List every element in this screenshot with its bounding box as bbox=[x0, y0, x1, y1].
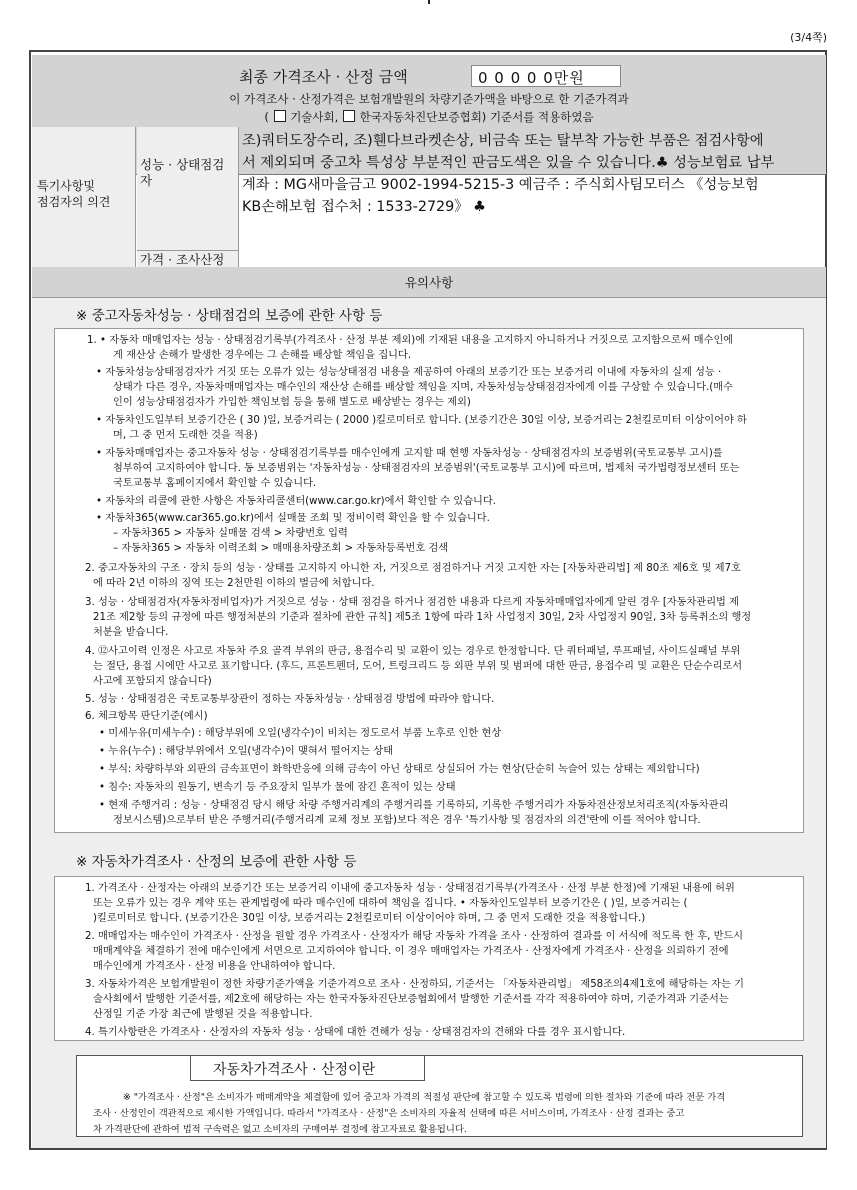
section1-line: • 자동차인도일부터 보증기간은 ( 30 )일, 보증거리는 ( 2000 )킬로미터로 합니다. (보증기간은 30일 이상, 보증거리는 2천킬로미터 이상이어야 하 bbox=[96, 415, 747, 426]
notice-area bbox=[32, 298, 826, 1148]
opinion-left-label bbox=[37, 178, 110, 210]
perf-text-line: 서 제외되며 중고차 특성상 부분적인 판금도색은 있을 수 있습니다.♣ 성능보험료 납부 bbox=[242, 155, 775, 171]
section1-line: 4. ⑫사고이력 인정은 사고로 자동차 주요 골격 부위의 판금, 용접수리 및 교환이 있는 경우로 한정합니다. 단 쿼터패널, 루프패널, 사이드실패널 부위 bbox=[85, 646, 741, 657]
section2-title: ※ 자동차가격조사 · 산정의 보증에 관한 사항 등 bbox=[76, 854, 357, 870]
option-diagnosis-assoc: 한국자동차진단보증협회) 기준서를 적용하였음 bbox=[359, 110, 594, 124]
perf-text-line: KB손해보험 접수처 : 1533-2729》 ♣ bbox=[242, 199, 486, 215]
open-paren: ( bbox=[264, 110, 269, 124]
section2-line: 술사회에서 발행한 기준서를, 제2호에 해당하는 자는 한국자동차진단보증협회에서 발행한 기준서를 각각 적용하여야 하며, 기준가격과 기준서는 bbox=[93, 994, 729, 1005]
opinion-left-cell bbox=[32, 127, 136, 282]
section2-box bbox=[54, 876, 804, 1041]
section1-line: • 누유(누수) : 해당부위에서 오일(냉각수)이 맺혀서 떨어지는 상태 bbox=[99, 746, 394, 757]
opinion-section bbox=[32, 127, 826, 282]
section1-line: • 자동차의 리콜에 관한 사항은 자동차리콜센터(www.car.go.kr)에서 확인할 수 있습니다. bbox=[96, 496, 496, 507]
section1-line: 게 재산상 손해가 발생한 경우에는 그 손해를 배상할 책임을 집니다. bbox=[113, 350, 412, 361]
section1-line: 처분을 받습니다. bbox=[93, 627, 169, 638]
perf-inspector-opinion bbox=[242, 130, 826, 218]
perf-label-line-2: 자 bbox=[140, 173, 153, 188]
section2-line: 매매계약을 체결하기 전에 매수인에게 서면으로 고지하여야 합니다. 이 경우 매매업자는 가격조사 · 산정자에게 가격조사 · 산정을 의뢰하기 전에 bbox=[93, 946, 729, 957]
section1-line: – 자동차365 > 자동차 실매물 검색 > 차량번호 입력 bbox=[113, 528, 348, 539]
section1-line: 인이 성능상태점검자가 가입한 책임보험 등을 통해 별도로 배상받는 경우는 제외) bbox=[113, 397, 471, 408]
section2-line: 4. 특기사항란은 가격조사 · 산정자의 자동차 성능 · 상태에 대한 견해가 성능 · 상태점검자의 견해와 다를 경우 표시합니다. bbox=[85, 1027, 626, 1038]
perf-text-line: 조)쿼터도장수리, 조)휀다브라켓손상, 비금속 또는 탈부착 가능한 부품은 점검사항에 bbox=[242, 133, 764, 149]
section2-line: )킬로미터로 합니다. (보증기간은 30일 이상, 보증거리는 2천킬로미터 이상이어야 하며, 그 중 먼저 도래한 것을 적용합니다.) bbox=[93, 913, 646, 924]
section1-line: 상태가 다른 경우, 자동차매매업자는 매수인의 재산상 손해를 배상할 책임을 지며, 자동차성능상태점검자에게 이를 구상할 수 있습니다.(매수 bbox=[113, 382, 733, 393]
perf-label-line-1: 성능 · 상태점검 bbox=[140, 157, 225, 172]
section2-line: 또는 오류가 있는 경우 계약 또는 관계법령에 따라 매수인에 대하여 책임을 집니다. • 자동차인도일부터 보증기간은 ( )일, 보증거리는 ( bbox=[93, 898, 688, 909]
section1-line: 1. • 자동차 매매업자는 성능 · 상태점검기록부(가격조사 · 산정 부분 제외)에 기재된 내용을 고지하지 아니하거나 거짓으로 고지함으로써 매수인에 bbox=[87, 335, 734, 346]
section1-line: 6. 체크항목 판단기준(예시) bbox=[85, 711, 208, 722]
final-line: 차 가격판단에 관하여 법적 구속력은 없고 소비자의 구매여부 결정에 참고자료로 활용됩니다. bbox=[93, 1124, 467, 1135]
section1-line: 며, 그 중 먼저 도래한 것을 적용) bbox=[113, 430, 258, 441]
opinion-left-line-2: 점검자의 의견 bbox=[37, 195, 111, 209]
section1-line: 정보시스템)으로부터 받은 주행거리(주행거리계 교체 정보 포함)보다 적은 경우 '특기사항 및 점검자의 의견'란에 이를 적어야 합니다. bbox=[113, 815, 701, 826]
section1-line: • 자동차매매업자는 중고자동차 성능 · 상태점검기록부를 매수인에게 고지할 때 현행 자동차성능 · 상태점검자의 보증범위(국토교통부 고시)를 bbox=[96, 448, 723, 459]
section1-line: 국토교통부 홈페이지에서 확인할 수 있습니다. bbox=[113, 478, 317, 489]
final-explanation-box bbox=[76, 1055, 803, 1137]
final-line: 조사 · 산정인이 객관적으로 제시한 가액입니다. 따라서 "가격조사 · 산정"은 소비자의 자율적 선택에 따른 서비스이며, 가격조사 · 산정 결과는 중고 bbox=[93, 1108, 685, 1119]
section1-line: • 침수: 자동차의 원동기, 변속기 등 주요장치 일부가 물에 잠긴 흔적이 있는 상태 bbox=[99, 782, 456, 793]
section1-line: 21조 제2항 등의 규정에 따른 행정처분의 기준과 절차에 관한 규칙] 제5조 1항에 따라 1차 사업정지 30일, 2차 사업정지 90일, 3차 등록취소의 행정 bbox=[93, 612, 752, 623]
section2-line: 3. 자동차가격은 보험개발원이 정한 차량기준가액을 기준가격으로 조사 · 산정하되, 기준서는 「자동차관리법」 제58조의4제1호에 해당하는 자는 기 bbox=[85, 979, 744, 990]
price-label-line-1: 가격 · 조사산정 bbox=[140, 252, 225, 267]
section1-line: 는 절단, 용접 시에만 사고로 표기합니다. (후드, 프론트펜더, 도어, 트렁크리드 등 외판 부위 및 범퍼에 대한 판금, 용접수리 및 교환은 단순수리로서 bbox=[93, 661, 743, 672]
notice-heading: 유의사항 bbox=[32, 267, 826, 298]
section1-line: 첨부하여 고지하여야 합니다. 동 보증범위는 '자동차성능 · 상태점검자의 보증범위'(국토교통부 고시)에 따르며, 법제처 국가법령정보센터 또는 bbox=[113, 463, 740, 474]
section1-line: • 자동차성능상태점검자가 거짓 또는 오류가 있는 성능상태점검 내용을 제공하여 아래의 보증기간 또는 보증거리 이내에 자동차의 실제 성능 · bbox=[96, 367, 722, 378]
section1-line: • 자동차365(www.car365.go.kr)에서 실매물 조회 및 정비이력 확인을 할 수 있습니다. bbox=[96, 513, 490, 524]
section1-line: • 미세누유(미세누수) : 해당부위에 오일(냉각수)이 비치는 정도로서 부품 노후로 인한 현상 bbox=[99, 728, 502, 739]
amount-value: 0 0 0 0 0 bbox=[478, 69, 554, 87]
section1-line: – 자동차365 > 자동차 이력조회 > 매매용차량조회 > 자동차등록번호 검색 bbox=[113, 543, 449, 554]
perf-text-line: 계좌 : MG새마을금고 9002-1994-5215-3 예금주 : 주식회사팀모터스 《성능보험 bbox=[242, 177, 759, 193]
opinion-left-line-1: 특기사항및 bbox=[37, 179, 95, 193]
section1-line: • 부식: 차량하부와 외판의 금속표면이 화학반응에 의해 금속이 아닌 상태로 상실되어 가는 현상(단순히 녹슬어 있는 상태는 제외합니다) bbox=[99, 764, 700, 775]
checkbox-diagnosis-assoc[interactable] bbox=[343, 110, 355, 122]
top-mark bbox=[428, 0, 430, 4]
header-line-1: 이 가격조사 · 산정가격은 보험개발원의 차량기준가액을 바탕으로 한 기준가격과 bbox=[229, 92, 629, 106]
checkbox-tech-society[interactable] bbox=[274, 110, 286, 122]
section1-line: • 현재 주행거리 : 성능 · 상태점검 당시 해당 차량 주행거리계의 주행거리를 기록하되, 기록한 주행거리가 자동차전산정보처리조직(자동차관리 bbox=[99, 800, 729, 811]
option-tech-society: 기술사회, bbox=[290, 110, 339, 124]
header-line-2 bbox=[32, 109, 826, 125]
section1-line: 사고에 포함되지 않습니다) bbox=[93, 676, 212, 687]
section1-box bbox=[54, 328, 804, 833]
header-title: 최종 가격조사 · 산정 금액 bbox=[239, 68, 408, 86]
final-title: 자동차가격조사 · 산정이란 bbox=[190, 1055, 425, 1081]
section1-line: 2. 중고자동차의 구조 · 장치 등의 성능 · 상태를 고지하지 아니한 자, 거짓으로 점검하거나 거짓 고지한 자는 [자동차관리법] 제 80조 제6호 및 제7호 bbox=[85, 563, 741, 574]
amount-unit: 만원 bbox=[553, 69, 585, 87]
page-number: (3/4쪽) bbox=[790, 31, 827, 44]
perf-inspector-label bbox=[137, 127, 239, 251]
section2-line: 산정일 기준 가장 최근에 발행된 것을 적용합니다. bbox=[93, 1009, 313, 1020]
amount-field bbox=[471, 65, 621, 87]
section1-line: 에 따라 2년 이하의 징역 또는 2천만원 이하의 벌금에 처합니다. bbox=[93, 578, 375, 589]
final-line: ※ "가격조사 · 산정"은 소비자가 매매계약을 체결함에 있어 중고차 가격의 적절성 판단에 참고할 수 있도록 법령에 의한 절차와 기준에 따라 전문 가격 bbox=[123, 1092, 726, 1103]
section2-line: 매수인에게 가격조사 · 산정 비용을 안내하여야 합니다. bbox=[93, 961, 336, 972]
document-frame bbox=[29, 50, 827, 1150]
section1-title: ※ 중고자동차성능 · 상태점검의 보증에 관한 사항 등 bbox=[76, 308, 383, 324]
section2-line: 2. 매매업자는 매수인이 가격조사 · 산정을 원할 경우 가격조사 · 산정자가 해당 자동차 가격을 조사 · 산정하여 결과를 이 서식에 적도록 한 후, 반드시 bbox=[85, 931, 744, 942]
section2-line: 1. 가격조사 · 산정자는 아래의 보증기간 또는 보증거리 이내에 중고자동차 성능 · 상태점검기록부(가격조사 · 산정 부분 한정)에 기재된 내용에 허위 bbox=[85, 883, 735, 894]
section1-line: 5. 성능 · 상태점검은 국토교통부장관이 정하는 자동차성능 · 상태점검 방법에 따라야 합니다. bbox=[85, 694, 495, 705]
section1-line: 3. 성능 · 상태점검자(자동차정비업자)가 거짓으로 성능 · 상태 점검을 하거나 점검한 내용과 다르게 자동차매매업자에게 알린 경우 [자동차관리법 제 bbox=[85, 597, 739, 608]
